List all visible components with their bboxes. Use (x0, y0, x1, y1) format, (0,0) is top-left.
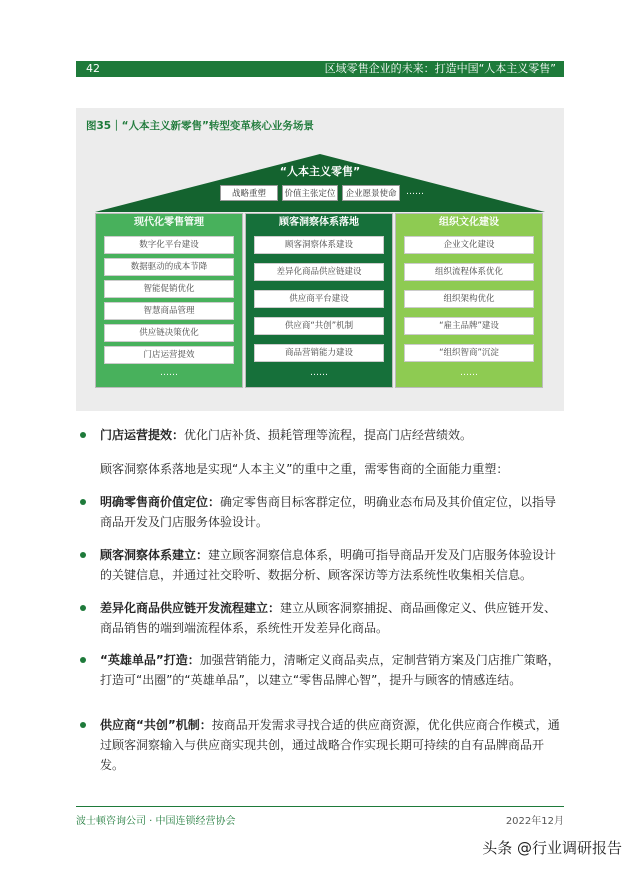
bullet-heading: 顾客洞察体系建立： (100, 548, 209, 562)
column-dots: …… (160, 368, 178, 378)
pill-dots: …… (406, 187, 424, 197)
list-item: “组织智商”沉淀 (404, 344, 534, 362)
figure-title: 图35｜“人本主义新零售”转型变革核心业务场景 (86, 120, 314, 132)
bullet-insight-system (100, 545, 566, 585)
column-dots: …… (310, 368, 328, 378)
column-org-culture (395, 213, 543, 388)
list-item: 数字化平台建设 (104, 236, 234, 254)
bullet-icon (80, 552, 86, 558)
list-item: 差异化商品供应链建设 (254, 263, 384, 281)
bullet-hero-product (100, 650, 566, 690)
footer-publisher: 波士顿咨询公司 · 中国连锁经营协会 (76, 816, 236, 827)
column-header: 现代化零售管理 (134, 217, 204, 228)
list-item: 组织流程体系优化 (404, 263, 534, 281)
bullet-text: 确定零售商目标客群定位，明确业态布局及其价值定位，以指导商品开发及门店服务体验设计。 (100, 495, 557, 529)
bullet-supplier-cocreation (100, 715, 566, 775)
list-item: 组织架构优化 (404, 290, 534, 308)
watermark: 头条 @行业调研报告 (482, 839, 622, 857)
list-item: “雇主品牌”建设 (404, 317, 534, 335)
list-item: 企业文化建设 (404, 236, 534, 254)
bullet-text: 优化门店补货、损耗管理等流程，提高门店经营绩效。 (184, 428, 473, 442)
column-header: 组织文化建设 (439, 217, 499, 228)
pill-vision: 企业愿景使命 (342, 185, 400, 201)
body-paragraph: 顾客洞察体系落地是实现“人本主义”的重中之重，需零售商的全面能力重塑： (100, 462, 509, 476)
bullet-text: 建立顾客洞察信息体系，明确可指导商品开发及门店服务体验设计的关键信息，并通过社交聆听、数据分析、顾客深访等方法系统性收集相关信息。 (100, 548, 557, 582)
column-header: 顾客洞察体系落地 (279, 217, 359, 228)
roof-shape (95, 152, 545, 212)
bullet-text: 建立从顾客洞察捕捉、商品画像定义、供应链开发、商品销售的端到端流程体系，系统性开发差异化商品。 (100, 601, 557, 635)
bullet-store-ops (100, 425, 566, 445)
list-item: 供应商平台建设 (254, 290, 384, 308)
header-title: 区域零售企业的未来：打造中国“人本主义零售” (324, 62, 556, 75)
list-item: 商品营销能力建设 (254, 344, 384, 362)
list-item: 门店运营提效 (104, 346, 234, 364)
footer-date: 2022年12月 (505, 816, 564, 827)
pill-value: 价值主张定位 (282, 185, 338, 201)
column-customer-insight (245, 213, 393, 388)
roof-label: “人本主义零售” (279, 165, 361, 178)
bullet-value-positioning (100, 492, 566, 532)
list-item: 供应商“共创”机制 (254, 317, 384, 335)
bullet-heading: 差异化商品供应链开发流程建立： (100, 601, 281, 615)
column-dots: …… (460, 368, 478, 378)
bullet-icon (80, 432, 86, 438)
list-item: 顾客洞察体系建设 (254, 236, 384, 254)
bullet-heading: “英雄单品”打造： (100, 653, 200, 667)
list-item: 数据驱动的成本节降 (104, 258, 234, 276)
bullet-text: 按商品开发需求寻找合适的供应商资源，优化供应商合作模式，通过顾客洞察输入与供应商实现共创，通过战略合作实现长期可持续的自有品牌商品开发。 (100, 718, 560, 772)
pill-strategy: 战略重塑 (220, 185, 278, 201)
bullet-icon (80, 499, 86, 505)
column-retail-management (95, 213, 243, 388)
bullet-heading: 门店运营提效： (100, 428, 185, 442)
bullet-text: 加强营销能力，清晰定义商品卖点，定制营销方案及门店推广策略，打造可“出圈”的“英雄单品”，以建立“零售品牌心智”，提升与顾客的情感连结。 (100, 653, 560, 687)
bullet-icon (80, 722, 86, 728)
list-item: 智慧商品管理 (104, 302, 234, 320)
bullet-supply-chain (100, 598, 566, 638)
bullet-heading: 明确零售商价值定位： (100, 495, 221, 509)
page-number: 42 (86, 62, 100, 75)
bullet-icon (80, 605, 86, 611)
list-item: 供应链决策优化 (104, 324, 234, 342)
bullet-heading: 供应商“共创”机制： (100, 718, 212, 732)
list-item: 智能促销优化 (104, 280, 234, 298)
bullet-icon (80, 657, 86, 663)
header-bar (76, 61, 564, 77)
pill-row (220, 185, 430, 201)
footer-divider (76, 806, 564, 807)
